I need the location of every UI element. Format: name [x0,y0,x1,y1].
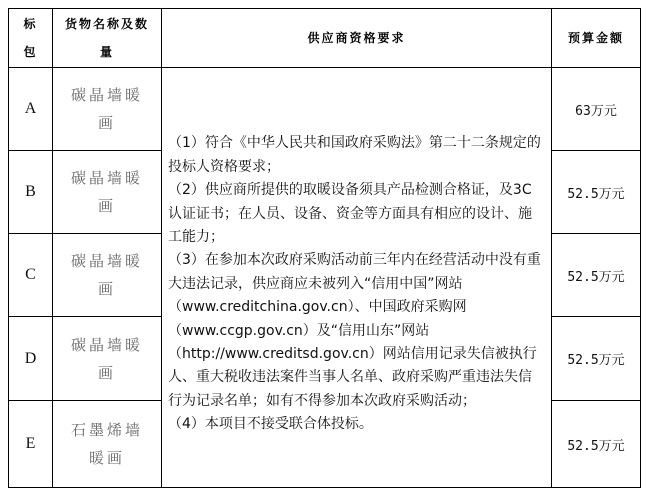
requirements-cell [161,67,552,488]
requirement-item: （3）在参加本次政府采购活动前三年内在经营活动中没有重大违法记录，供应商应未被列入“信用中国”网站（www.creditchina.gov.cn）、中国政府采购网（www.ccgp.gov.cn）及“信用山东”网站（http://www.creditsd.gov.cn）网站信用记录失信被执行人、重大税收违法案件当事人名单、政府采购严重违法失信行为记录名单；如有不得参加本次政府采购活动； [168,252,541,409]
requirement-item: （1）符合《中华人民共和国政府采购法》第二十二条规定的投标人资格要求； [168,135,541,175]
goods-cell: 碳晶墙暖画 [52,150,162,234]
goods-cell: 碳晶墙暖画 [52,67,162,151]
goods-cell: 碳晶墙暖画 [52,316,162,401]
lot-cell: E [8,400,53,488]
requirement-item: （4）本项目不接受联合体投标。 [168,416,373,433]
lot-cell: D [8,316,53,401]
lot-cell: C [8,233,53,317]
lot-cell: B [8,150,53,234]
budget-cell: 52.5万元 [551,316,641,401]
procurement-table [8,8,641,488]
budget-cell: 52.5万元 [551,233,641,317]
lot-cell: A [8,67,53,151]
header-goods: 货物名称及数量 [52,8,162,68]
goods-cell: 碳晶墙暖画 [52,233,162,317]
goods-cell: 石墨烯墙暖画 [52,400,162,488]
budget-cell: 52.5万元 [551,400,641,488]
budget-cell: 52.5万元 [551,150,641,234]
budget-cell: 63万元 [551,67,641,151]
requirement-item: （2）供应商所提供的取暖设备须具产品检测合格证，及3C认证证书；在人员、设备、资金等方面具有相应的设计、施工能力； [168,182,532,245]
header-budget: 预算金额 [551,8,641,68]
header-requirements: 供应商资格要求 [161,8,552,68]
header-lot: 标包 [8,8,53,68]
